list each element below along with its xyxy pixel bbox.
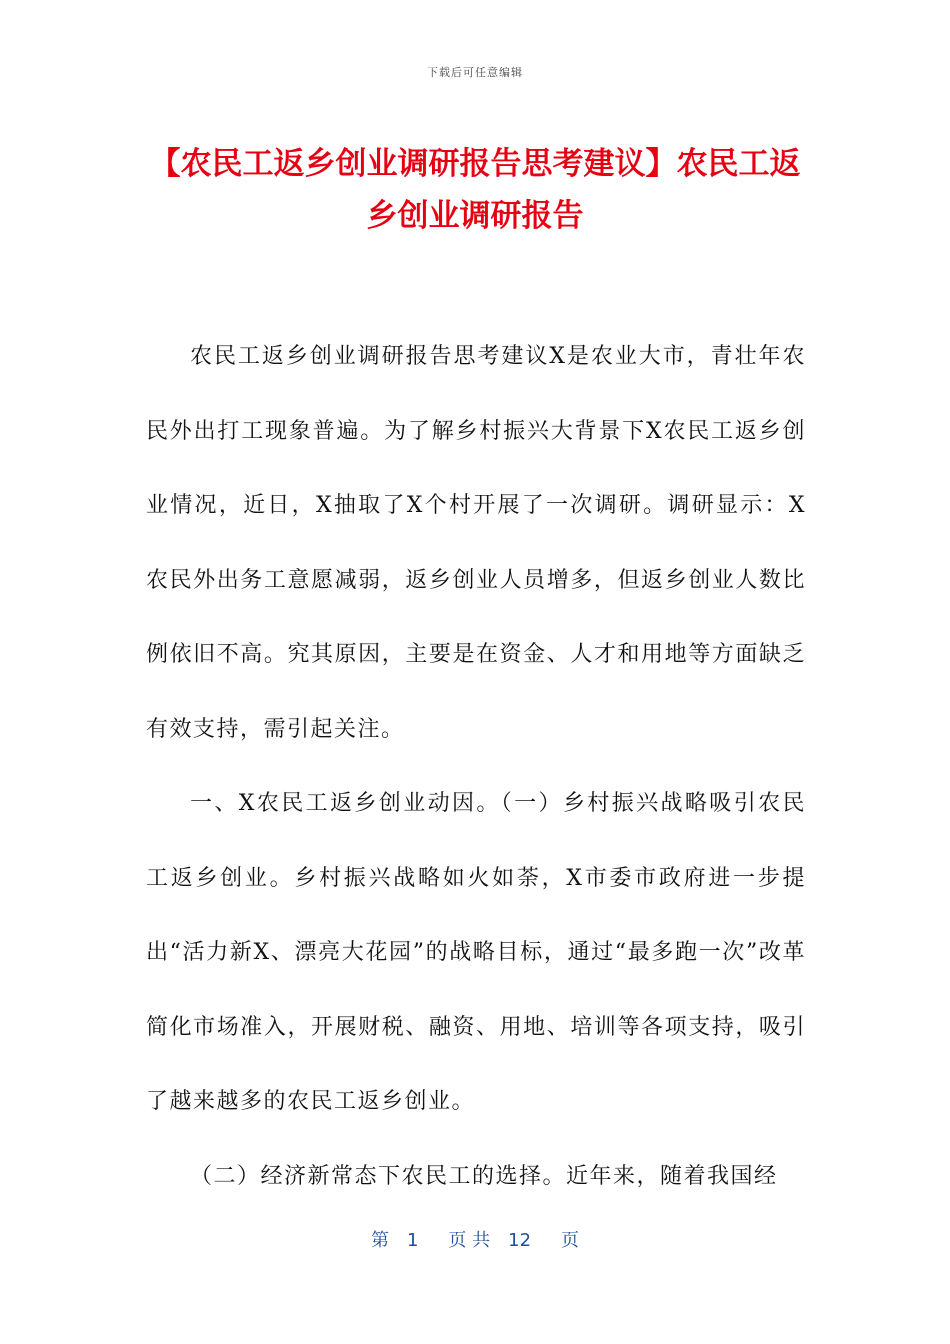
footer-total-pages: 12 [508,1230,532,1251]
footer-mid: 页 共 [448,1230,491,1251]
page-footer [0,1226,950,1252]
document-body [146,320,806,1214]
footer-suffix: 页 [561,1230,580,1251]
document-title: 【农民工返乡创业调研报告思考建议】农民工返乡创业调研报告 [149,146,801,234]
footer-prefix: 第 [370,1230,389,1251]
paragraph-intro: 农民工返乡创业调研报告思考建议X是农业大市，青壮年农民外出打工现象普遍。为了解乡村振兴大背景下X农民工返乡创业情况，近日，X抽取了X个村开展了一次调研。调研显示：X农民外出务工意愿减弱，返乡创业人员增多，但返乡创业人数比例依旧不高。究其原因，主要是在资金、人才和用地等方面缺乏有效支持，需引起关注。 [146,344,806,742]
paragraph-section-1: 一、X农民工返乡创业动因。（一）乡村振兴战略吸引农民工返乡创业。乡村振兴战略如火如荼，X市委市政府进一步提出“活力新X、漂亮大花园”的战略目标，通过“最多跑一次”改革简化市场准入，开展财税、融资、用地、培训等各项支持，吸引了越来越多的农民工返乡创业。 [146,791,806,1114]
footer-current-page: 1 [406,1230,419,1251]
paragraph-section-1-2: （二）经济新常态下农民工的选择。近年来，随着我国经 [190,1163,778,1189]
header-note: 下载后可任意编辑 [427,66,523,79]
